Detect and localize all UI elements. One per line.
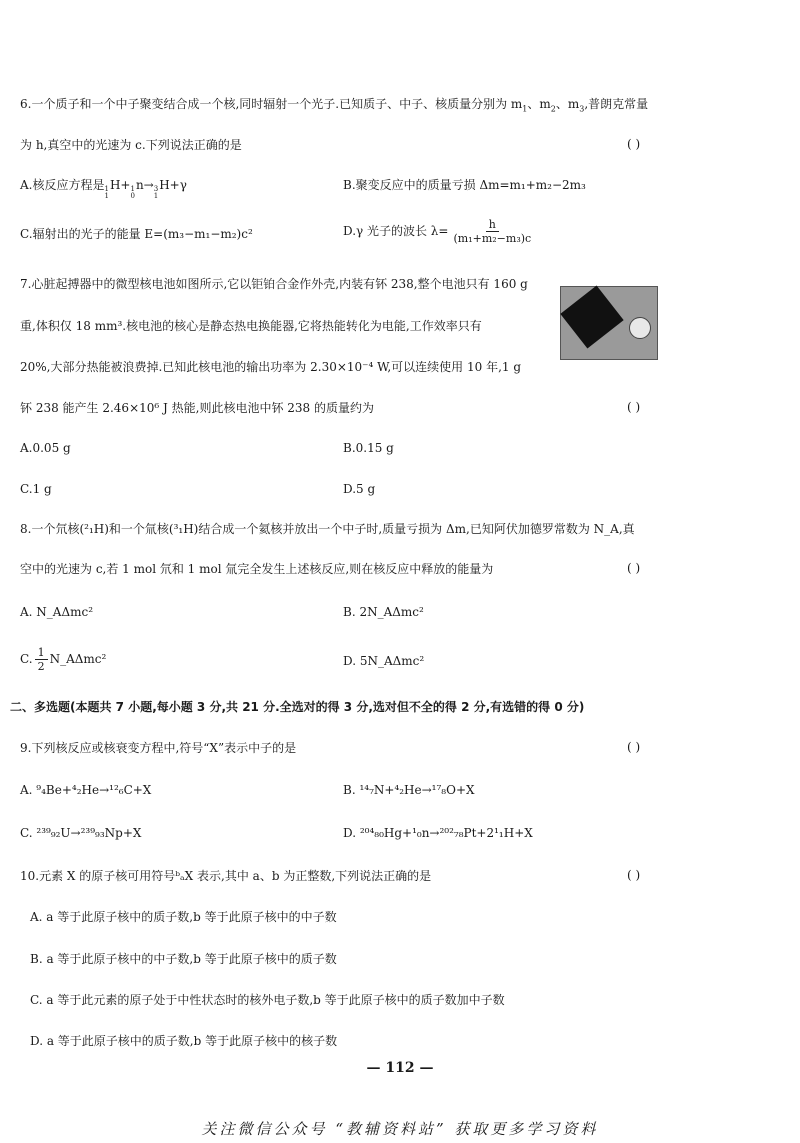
q7-stem-line2: 重,体积仅 18 mm³.核电池的核心是静态热电换能器,它将热能转化为电能,工作效率只有 xyxy=(20,319,482,333)
q9-option-a: A. ⁹₄Be+⁴₂He→¹²₆C+X xyxy=(20,783,152,797)
q8-stem-line2: 空中的光速为 c,若 1 mol 氘和 1 mol 氚完全发生上述核反应,则在核反应中释放的能量为 xyxy=(20,562,494,576)
q8-stem-line1: 8.一个氘核(²₁H)和一个氚核(³₁H)结合成一个氦核并放出一个中子时,质量亏损为 Δm,已知阿伏加德罗常数为 N_A,真 xyxy=(20,522,635,536)
q7-stem-line4: 钚 238 能产生 2.46×10⁶ J 热能,则此核电池中钚 238 的质量约为 xyxy=(20,401,374,415)
q9-answer-paren: ( ) xyxy=(627,740,641,754)
q7-option-d: D.5 g xyxy=(343,482,376,496)
q10-stem: 10.元素 X 的原子核可用符号ᵇₐX 表示,其中 a、b 为正整数,下列说法正确的是 xyxy=(20,869,432,883)
page-number: — 112 — xyxy=(366,1060,434,1076)
q9-option-d: D. ²⁰⁴₈₀Hg+¹₀n→²⁰²₇₈Pt+2¹₁H+X xyxy=(343,826,533,840)
q7-option-b: B.0.15 g xyxy=(343,441,394,455)
q7-answer-paren: ( ) xyxy=(627,400,641,414)
q8-option-b: B. 2N_AΔmc² xyxy=(343,605,424,619)
q7-option-c: C.1 g xyxy=(20,482,52,496)
footer-note: 关注微信公众号 “教辅资料站” 获取更多学习资料 xyxy=(201,1120,599,1138)
q6-option-c: C.辐射出的光子的能量 E=(m₃−m₁−m₂)c² xyxy=(20,227,253,241)
q10-option-b: B. a 等于此原子核中的中子数,b 等于此原子核中的质子数 xyxy=(30,952,337,966)
q6-stem-line2: 为 h,真空中的光速为 c.下列说法正确的是 xyxy=(20,138,242,152)
nuclear-battery-photo xyxy=(560,286,658,360)
q7-stem-line1: 7.心脏起搏器中的微型核电池如图所示,它以钜铂合金作外壳,内装有钚 238,整个电池只有 160 g xyxy=(20,277,528,291)
q8-option-a: A. N_AΔmc² xyxy=(20,605,94,619)
q10-option-a: A. a 等于此原子核中的质子数,b 等于此原子核中的中子数 xyxy=(30,910,337,924)
q6-stem-line1: 6.一个质子和一个中子聚变结合成一个核,同时辐射一个光子.已知质子、中子、核质量分别为 $m_1$、$m_2$、$m_3$,普朗克常量 xyxy=(20,97,649,114)
coin xyxy=(629,317,651,339)
q6-answer-paren: ( ) xyxy=(627,137,641,151)
q9-option-c: C. ²³⁹₉₂U→²³⁹₉₃Np+X xyxy=(20,826,142,840)
q6-option-d: D.γ 光子的波长 λ= $\frac{h}{\text{(m₁+m₂−m₃)c}}$ xyxy=(343,218,532,245)
q6-option-b: B.聚变反应中的质量亏损 Δm=m₁+m₂−2m₃ xyxy=(343,178,586,192)
q10-option-d: D. a 等于此原子核中的质子数,b 等于此原子核中的核子数 xyxy=(30,1034,338,1048)
q10-answer-paren: ( ) xyxy=(627,868,641,882)
q10-option-c: C. a 等于此元素的原子处于中性状态时的核外电子数,b 等于此原子核中的质子数加中子数 xyxy=(30,993,505,1007)
q8-option-c: C. $\frac{1}{2}$ N_AΔmc² xyxy=(20,646,107,673)
section-2-heading: 二、多选题(本题共 7 小题,每小题 3 分,共 21 分.全选对的得 3 分,选对但不全的得 2 分,有选错的得 0 分) xyxy=(10,700,585,714)
q8-answer-paren: ( ) xyxy=(627,561,641,575)
q9-option-b: B. ¹⁴₇N+⁴₂He→¹⁷₈O+X xyxy=(343,783,475,797)
q9-stem: 9.下列核反应或核衰变方程中,符号“X”表示中子的是 xyxy=(20,741,297,755)
battery-chip xyxy=(560,286,623,349)
q8-option-d: D. 5N_AΔmc² xyxy=(343,654,425,668)
q7-option-a: A.0.05 g xyxy=(20,441,71,455)
q6-option-a: A.核反应方程是 1 1 H+ 1 0 n→ 3 1 H+γ xyxy=(20,178,187,200)
q7-stem-line3: 20%,大部分热能被浪费掉.已知此核电池的输出功率为 2.30×10⁻⁴ W,可以连续使用 10 年,1 g xyxy=(20,360,522,374)
